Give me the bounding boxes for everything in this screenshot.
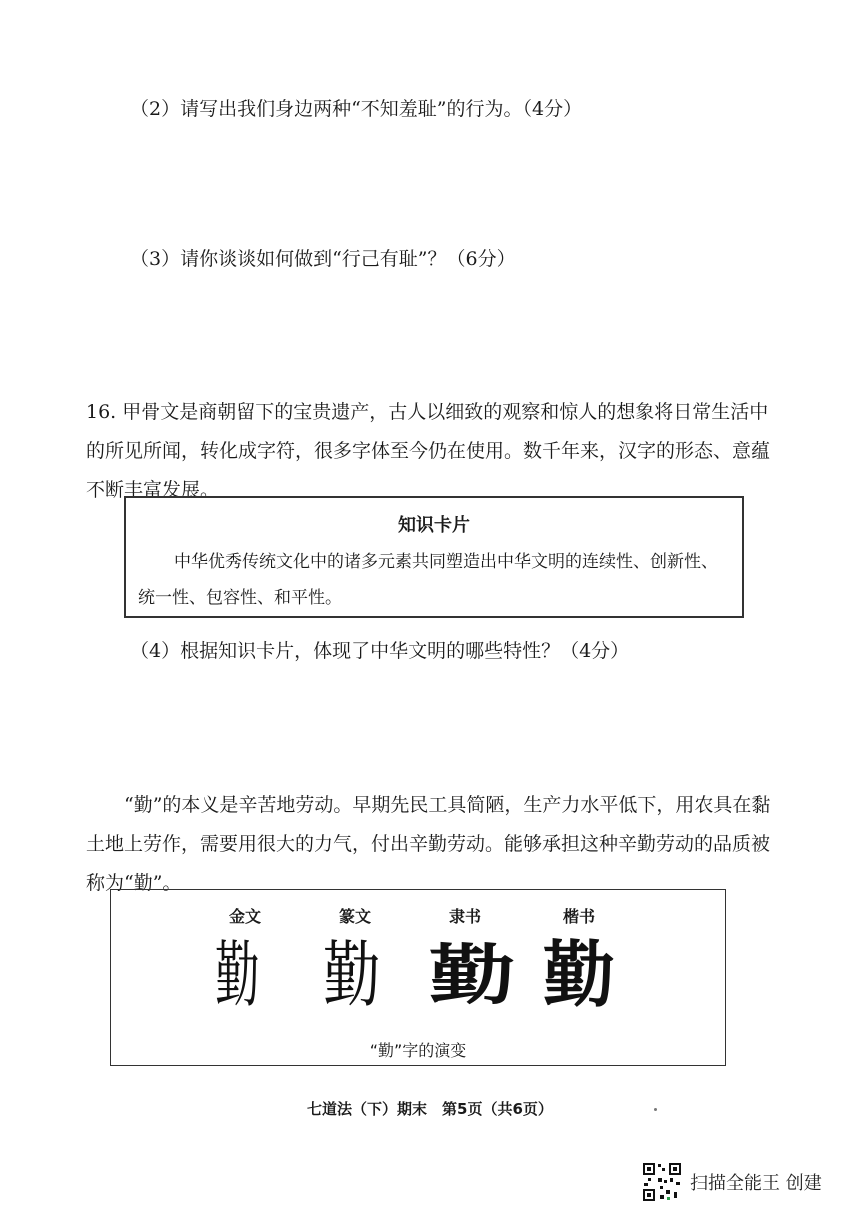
scanner-watermark <box>642 1162 822 1202</box>
script-label-zhuanwen: 篆文 <box>339 907 372 926</box>
qr-code-icon <box>642 1162 682 1202</box>
glyph-lishu: 勤 <box>429 937 516 1013</box>
glyph-kaishu: 勤 <box>543 932 616 1017</box>
knowledge-card <box>124 496 744 618</box>
figure-caption: “勤”字的演变 <box>369 1041 467 1060</box>
glyph-jinwen: 勤 <box>215 933 260 1017</box>
script-label-lishu: 隶书 <box>449 907 482 926</box>
question-4: （4）根据知识卡片，体现了中华文明的哪些特性？（4分） <box>130 640 630 662</box>
character-evolution-figure <box>110 889 726 1066</box>
qin-paragraph: “勤”的本义是辛苦地劳动。早期先民工具简陋，生产力水平低下，用农具在黏土地上劳作，需要用很大的力气，付出辛勤劳动。能够承担这种辛勤劳动的品质被称为“勤”。 <box>86 794 771 894</box>
script-label-jinwen: 金文 <box>229 907 262 926</box>
question-2: （2）请写出我们身边两种“不知羞耻”的行为。（4分） <box>130 98 583 120</box>
knowledge-card-text: 中华优秀传统文化中的诸多元素共同塑造出中华文明的连续性、创新性、统一性、包容性、和平性。 <box>138 552 718 608</box>
page-footer: 七道法（下）期末 第5页（共6页） <box>307 1100 553 1118</box>
scan-speck <box>654 1108 657 1111</box>
watermark-text: 扫描全能王 创建 <box>690 1173 822 1194</box>
question-3: （3）请你谈谈如何做到“行己有耻”？（6分） <box>130 248 516 270</box>
script-label-kaishu: 楷书 <box>563 907 596 926</box>
knowledge-card-title: 知识卡片 <box>398 515 470 536</box>
question-16-intro: 16. 甲骨文是商朝留下的宝贵遗产，古人以细致的观察和惊人的想象将日常生活中的所见所闻，转化成字符，很多字体至今仍在使用。数千年来，汉字的形态、意蕴不断丰富发展。 <box>86 401 771 501</box>
glyph-zhuanwen: 勤 <box>323 933 381 1017</box>
